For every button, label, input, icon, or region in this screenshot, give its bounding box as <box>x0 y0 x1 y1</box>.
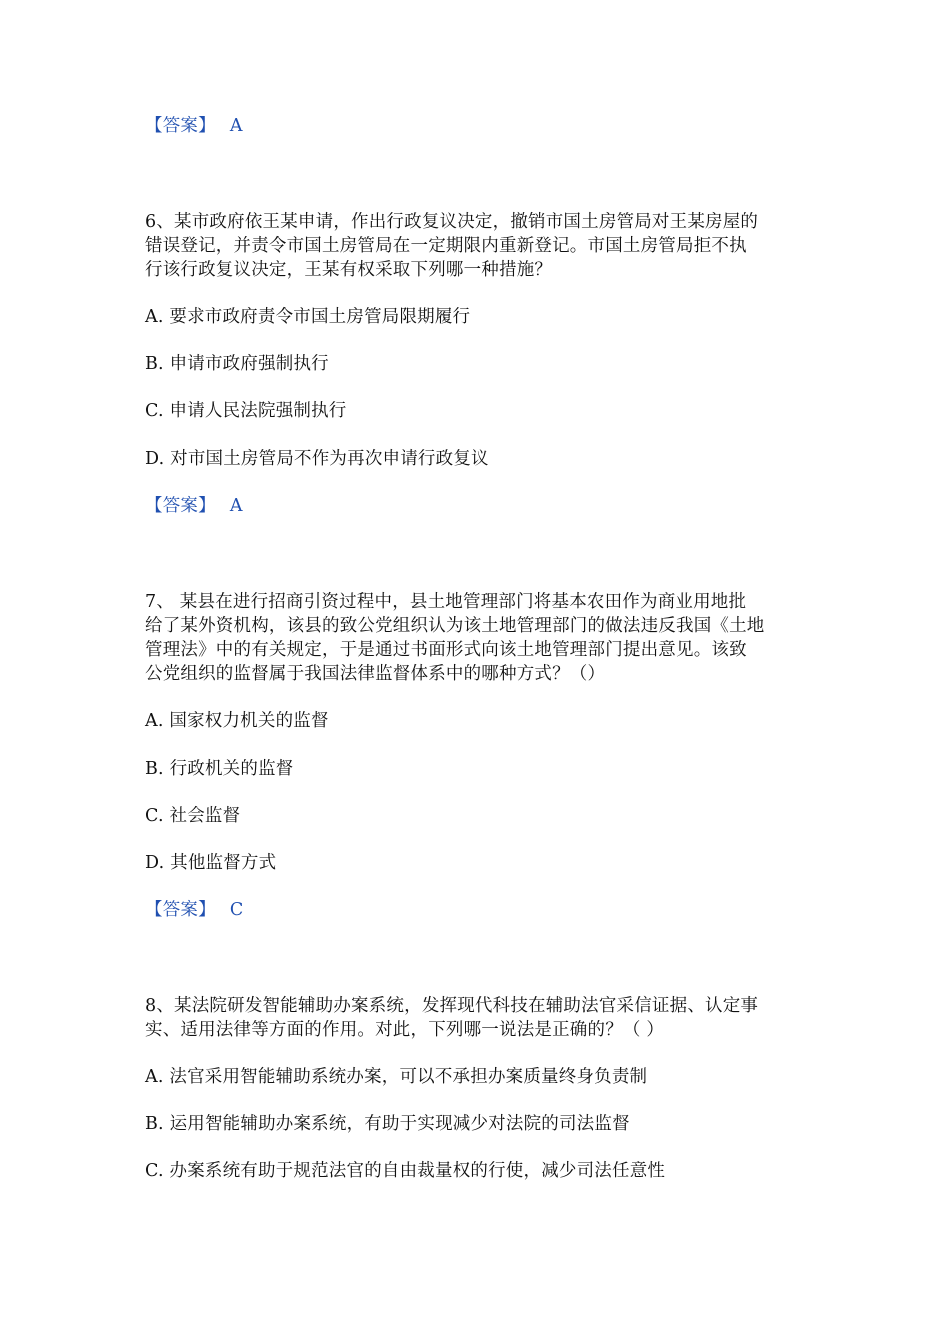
question-6-line-2: 错误登记，并责令市国土房管局在一定期限内重新登记。市国土房管局拒不执 <box>145 236 747 256</box>
answer-value: A <box>229 496 243 516</box>
question-8-option-a: A. 法官采用智能辅助系统办案，可以不承担办案质量终身负责制 <box>145 1067 648 1087</box>
answer-label: 【答案】 <box>145 900 216 920</box>
question-6-option-a: A. 要求市政府责令市国土房管局限期履行 <box>145 307 471 327</box>
answer-label: 【答案】 <box>145 496 216 516</box>
question-8-line-2: 实、适用法律等方面的作用。对此，下列哪一说法是正确的？（ ） <box>145 1020 665 1040</box>
answer-line-q5 <box>145 114 243 138</box>
question-7-option-a: A. 国家权力机关的监督 <box>145 711 329 731</box>
question-7-line-1: 7、 某县在进行招商引资过程中，县土地管理部门将基本农田作为商业用地批 <box>145 592 747 612</box>
answer-line-q6 <box>145 494 243 518</box>
answer-label: 【答案】 <box>145 116 216 136</box>
question-7-option-b: B. 行政机关的监督 <box>145 759 294 779</box>
question-7-line-3: 管理法》中的有关规定，于是通过书面形式向该土地管理部门提出意见。该致 <box>145 640 747 660</box>
question-7-line-2: 给了某外资机构，该县的致公党组织认为该土地管理部门的做法违反我国《土地 <box>145 616 765 636</box>
answer-line-q7 <box>145 898 243 922</box>
question-8-option-c: C. 办案系统有助于规范法官的自由裁量权的行使，减少司法任意性 <box>145 1161 666 1181</box>
question-6-line-3: 行该行政复议决定，王某有权采取下列哪一种措施？ <box>145 260 553 280</box>
question-8-line-1: 8、某法院研发智能辅助办案系统，发挥现代科技在辅助法官采信证据、认定事 <box>145 996 759 1016</box>
question-8-option-b: B. 运用智能辅助办案系统，有助于实现减少对法院的司法监督 <box>145 1114 630 1134</box>
answer-value: C <box>229 900 244 920</box>
question-7-line-4: 公党组织的监督属于我国法律监督体系中的哪种方式？（） <box>145 664 606 684</box>
question-7-option-c: C. 社会监督 <box>145 806 241 826</box>
question-6-line-1: 6、某市政府依王某申请，作出行政复议决定，撤销市国土房管局对王某房屋的 <box>145 212 759 232</box>
question-6-option-b: B. 申请市政府强制执行 <box>145 354 329 374</box>
answer-value: A <box>229 116 243 136</box>
question-6-option-c: C. 申请人民法院强制执行 <box>145 401 347 421</box>
question-7-option-d: D. 其他监督方式 <box>145 853 277 873</box>
question-6-option-d: D. 对市国土房管局不作为再次申请行政复议 <box>145 449 489 469</box>
